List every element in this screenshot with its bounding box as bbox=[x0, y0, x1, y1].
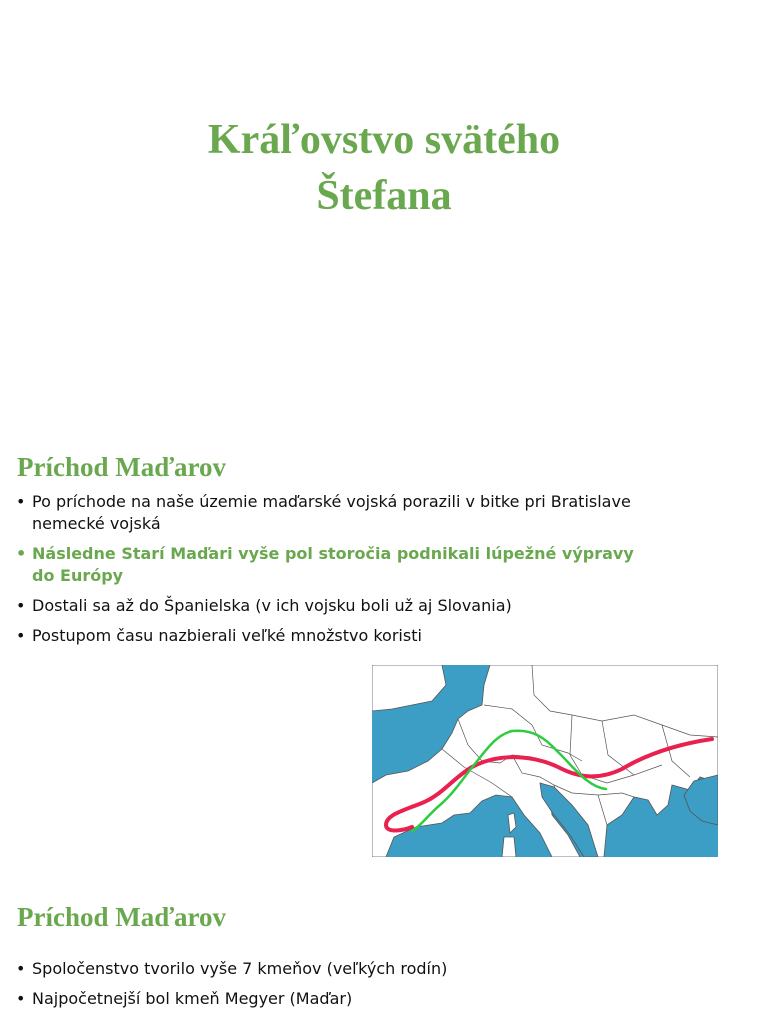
bullet-item: • Dostali sa až do Španielska (v ich vojsku boli už aj Slovania) bbox=[16, 595, 656, 617]
slide-title-line-1: Kráľovstvo svätého bbox=[207, 117, 561, 163]
bullet-item: • Postupom času nazbierali veľké množstvo koristi bbox=[16, 625, 656, 647]
bullet-list-arrival bbox=[16, 491, 656, 655]
europe-raid-routes-map bbox=[372, 665, 718, 857]
bullet-item: • Po príchode na naše územie maďarské vojská porazili v bitke pri Bratislave nemecké vojská bbox=[16, 491, 656, 535]
bullet-list-society bbox=[16, 958, 656, 1018]
bullet-item-highlighted: • Následne Starí Maďari vyše pol storočia podnikali lúpežné výpravy do Európy bbox=[16, 543, 656, 587]
bullet-item: • Spoločenstvo tvorilo vyše 7 kmeňov (veľkých rodín) bbox=[16, 958, 656, 980]
bullet-item: • Najpočetnejší bol kmeň Megyer (Maďar) bbox=[16, 988, 656, 1010]
slide-title bbox=[0, 112, 768, 224]
section-heading-arrival: Príchod Maďarov bbox=[17, 452, 227, 482]
map-island-sardinia bbox=[502, 837, 516, 857]
section-heading-society: Príchod Maďarov bbox=[17, 902, 227, 932]
slide-title-line-2: Štefana bbox=[316, 173, 452, 219]
